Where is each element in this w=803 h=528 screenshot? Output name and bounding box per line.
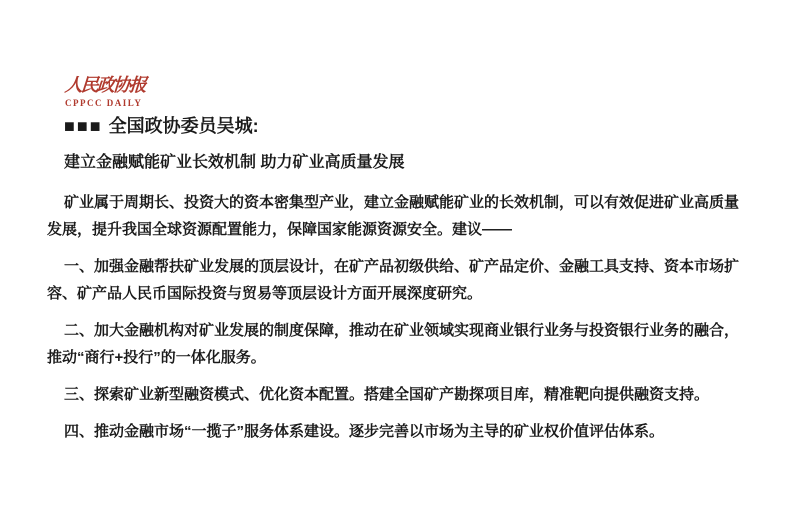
article-title: 建立金融赋能矿业长效机制 助力矿业高质量发展 bbox=[64, 154, 405, 171]
article-paragraph: 三、探索矿业新型融资模式、优化资本配置。搭建全国矿产勘探项目库，精准靶向提供融资支持。 bbox=[64, 386, 710, 403]
article-body bbox=[47, 189, 748, 445]
article-paragraph: 一、加强金融帮扶矿业发展的顶层设计，在矿产品初级供给、矿产品定价、金融工具支持、资本市场扩容、矿产品人民币国际投资与贸易等顶层设计方面开展深度研究。 bbox=[47, 258, 740, 302]
newspaper-logo-text: 人民政协报 bbox=[64, 75, 146, 96]
byline-row bbox=[64, 116, 748, 136]
byline-text: 全国政协委员吴城: bbox=[108, 116, 259, 136]
article-paragraph: 矿业属于周期长、投资大的资本密集型产业，建立金融赋能矿业的长效机制，可以有效促进矿业高质量发展，提升我国全球资源配置能力，保障国家能源资源安全。建议—— bbox=[47, 194, 740, 238]
article-paragraph: 四、推动金融市场“一揽子”服务体系建设。逐步完善以市场为主导的矿业权价值评估体系。 bbox=[64, 423, 665, 440]
article-paragraph: 二、加大金融机构对矿业发展的制度保障，推动在矿业领域实现商业银行业务与投资银行业务的融合，推动“商行+投行”的一体化服务。 bbox=[47, 322, 740, 366]
newspaper-logo-tagline: CPPCC DAILY bbox=[65, 98, 143, 108]
black-squares-icon: ■■■ bbox=[64, 116, 103, 136]
content-column bbox=[47, 76, 748, 445]
newspaper-masthead bbox=[47, 76, 748, 108]
